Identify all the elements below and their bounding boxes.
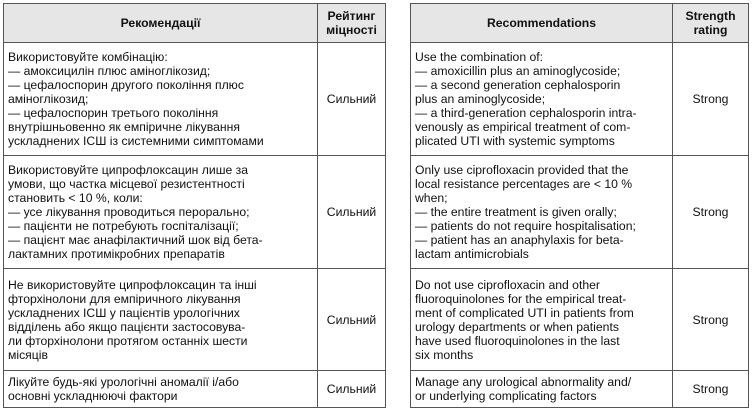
- recommendation-text: Не використовуйте ципрофлоксацин та інші фторхінолони для емпіричного лікування ускладнених ІСШ у пацієнтів урологічних відділень або якщо пацієнти застосовува- ли фторхінолони протягом останніх шести місяців: [4, 269, 318, 371]
- table-row: [411, 269, 749, 371]
- strength-rating: Сильний: [318, 156, 386, 269]
- recommendations-table-ukrainian: [3, 3, 386, 408]
- table-row: [411, 156, 749, 269]
- header-row: [4, 4, 386, 43]
- recommendation-text: Use the combination of: — amoxicillin plus an aminoglycoside; — a second generation cephalosporin plus an aminoglycoside; — a third-generation cephalosporin intra- venously as empirical treatment of com- plicated UTI with systemic symptoms: [411, 43, 673, 156]
- strength-rating: Сильний: [318, 371, 386, 408]
- table-row: [4, 156, 386, 269]
- header-row: [411, 4, 749, 43]
- recommendation-text: Manage any urological abnormality and/ or underlying complicating factors: [411, 371, 673, 408]
- strength-rating: Сильний: [318, 269, 386, 371]
- recommendation-text: Only use ciprofloxacin provided that the local resistance percentages are < 10 % when; — the entire treatment is given orally; — patients do not require hospitalisation; — patient has an anaphylaxis for beta- lactam antimicrobials: [411, 156, 673, 269]
- header-strength-rating: Рейтинг міцності: [318, 4, 386, 43]
- strength-rating: Strong: [673, 269, 749, 371]
- recommendation-text: Використовуйте комбінацію: — амоксицилін плюс аміноглікозид; — цефалоспорин другого покоління плюс аміноглікозид; — цефалоспорин третього покоління внутрішньовенно як емпіричне лікування ускладнених ІСШ із системними симптомами: [4, 43, 318, 156]
- recommendation-text: Do not use ciprofloxacin and other fluoroquinolones for the empirical treat- ment of complicated UTI in patients from urology departments or when patients have used fluoroquinolones in the last six months: [411, 269, 673, 371]
- table-row: [4, 43, 386, 156]
- table-row: [411, 371, 749, 408]
- strength-rating: Strong: [673, 156, 749, 269]
- strength-rating: Strong: [673, 43, 749, 156]
- table-row: [4, 371, 386, 408]
- strength-rating: Сильний: [318, 43, 386, 156]
- recommendations-table-english: [410, 3, 749, 408]
- header-strength-rating: Strength rating: [673, 4, 749, 43]
- table-row: [411, 43, 749, 156]
- strength-rating: Strong: [673, 371, 749, 408]
- header-recommendations: Recommendations: [411, 4, 673, 43]
- table-row: [4, 269, 386, 371]
- recommendation-text: Лікуйте будь-які урологічні аномалії і/або основні ускладнюючі фактори: [4, 371, 318, 408]
- recommendation-text: Використовуйте ципрофлоксацин лише за умови, що частка місцевої резистентності становить < 10 %, коли: — усе лікування проводиться перорально; — пацієнти не потребують госпіталізації; — пацієнт має анафілактичний шок від бета- лактамних протимікробних препаратів: [4, 156, 318, 269]
- header-recommendations: Рекомендації: [4, 4, 318, 43]
